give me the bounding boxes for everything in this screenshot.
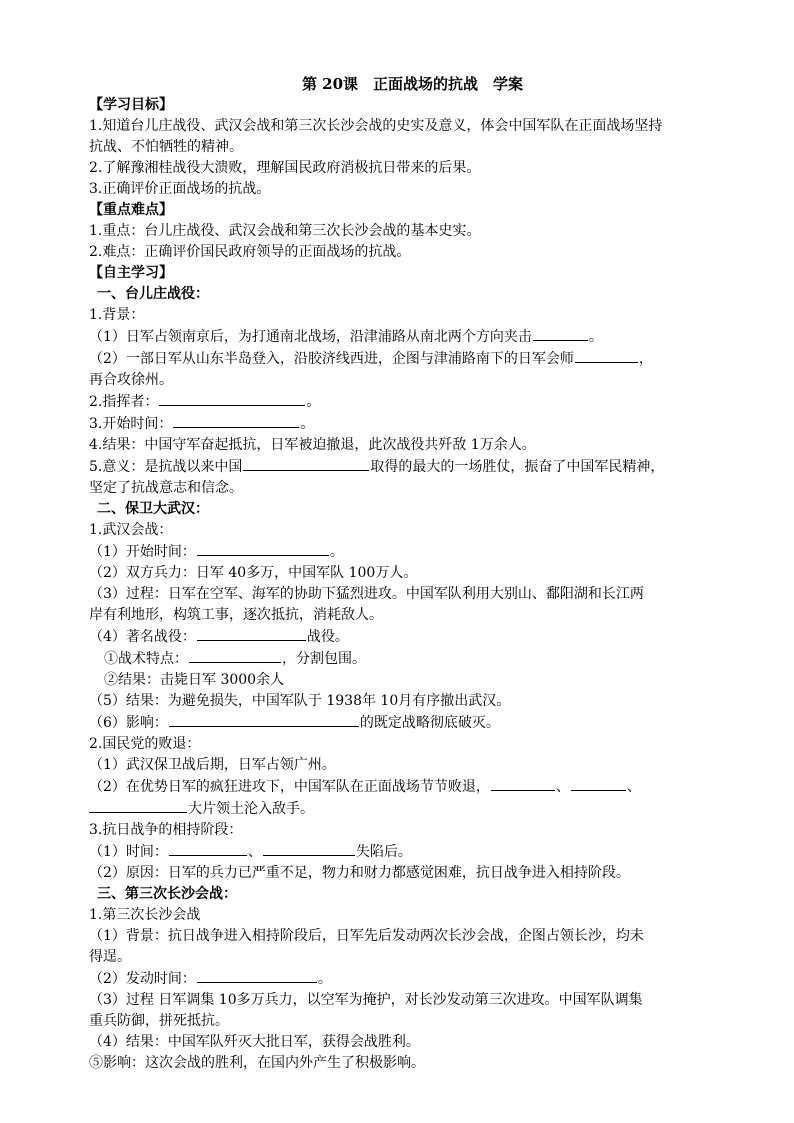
blank-japan-strategy[interactable]	[169, 712, 359, 727]
part1-commander-line	[89, 391, 734, 413]
part3-cs3b: 重兵防御，拼死抵抗。	[89, 1013, 229, 1029]
part2-kmt2b-end: 大片领土沦入敌手。	[188, 801, 314, 817]
part2-wh2: （2）双方兵力：日军 40多万，中国军队 100万人。	[89, 565, 418, 581]
part2-kmt-label: 2.国民党的败退：	[89, 736, 201, 752]
blank-fallen-city-2[interactable]	[263, 841, 355, 856]
part2-wh4a-text: ①战术特点：	[104, 651, 188, 667]
part3-cs2-text: （2）发动时间：	[89, 971, 196, 987]
part1-heading: 一、台儿庄战役：	[97, 286, 209, 302]
blank-lost-region-3[interactable]	[89, 798, 187, 813]
part2-wh4-text: （4）著名战役：	[89, 629, 196, 645]
part1-commander-end: 。	[306, 394, 321, 410]
objective-1a: 1.知道台儿庄战役、武汉会战和第三次长沙会战的史实及意义，体会中国军队在正面战场坚持	[89, 118, 663, 134]
blank-attack-target[interactable]	[533, 326, 588, 341]
part2-wh4-line	[89, 626, 734, 648]
part3-cs1a: （1）背景：抗日战争进入相持阶段后，日军先后发动两次长沙会战，企图占领长沙，均未	[89, 928, 644, 944]
blank-rendezvous-point[interactable]	[575, 348, 638, 363]
keypoint-1: 1.重点：台儿庄战役、武汉会战和第三次长沙会战的基本史实。	[89, 223, 481, 239]
part2-wh3a: （3）过程：日军在空军、海军的协助下猛烈进攻。中国军队利用大别山、鄱阳湖和长江两	[89, 586, 644, 602]
objectives-heading: 【学习目标】	[89, 97, 173, 113]
objective-3: 3.正确评价正面战场的抗战。	[89, 181, 271, 197]
worksheet-content	[89, 74, 734, 1074]
part2-kmt1: （1）武汉保卫战后期，日军占领广州。	[89, 757, 336, 773]
part2-wh4-end: 战役。	[306, 629, 349, 645]
part1-bg2-line	[89, 348, 734, 370]
part1-commander-label: 2.指挥者：	[89, 394, 159, 410]
part1-bg-label: 1.背景：	[89, 307, 145, 323]
part2-wh1-end: 。	[329, 544, 344, 560]
blank-famous-battle[interactable]	[197, 626, 306, 641]
part2-wh3b: 岸有利地形，构筑工事，逐次抵抗，消耗敌人。	[89, 607, 383, 623]
blank-commander[interactable]	[159, 391, 305, 406]
part2-kmt2-sep2: 、	[626, 779, 641, 795]
keypoint-2: 2.难点：正确评价国民政府领导的正面战场的抗战。	[89, 244, 411, 260]
part3-heading: 三、第三次长沙会战：	[97, 886, 237, 902]
part3-cs4: （4）结果：中国军队歼灭大批日军，获得会战胜利。	[89, 1034, 420, 1050]
part1-start-line	[89, 413, 734, 435]
part1-bg2-end: ，	[638, 351, 653, 367]
part3-cs5: ⑤影响：这次会战的胜利，在国内外产生了积极影响。	[89, 1055, 425, 1071]
part3-cs2-line	[89, 968, 734, 990]
part1-meaning-b: 取得的最大的一场胜仗，振奋了中国军民精神，	[370, 459, 665, 475]
blank-changsha-time[interactable]	[197, 968, 317, 983]
part3-cs-label: 1.第三次长沙会战	[89, 907, 201, 923]
part2-wh6-text: （6）影响：	[89, 715, 168, 731]
part1-start-end: 。	[300, 416, 315, 432]
part2-wh1-line	[89, 541, 734, 563]
part3-cs2-end: 。	[317, 971, 332, 987]
blank-wuhan-start[interactable]	[197, 541, 329, 556]
part2-kmt2-text: （2）在优势日军的疯狂进攻下，中国军队在正面战场节节败退，	[89, 779, 490, 795]
part2-st1-text: （1）时间：	[89, 844, 168, 860]
part3-cs1b: 得逞。	[89, 949, 131, 965]
part2-kmt2b-line	[89, 798, 734, 820]
part2-kmt2-sep1: 、	[555, 779, 570, 795]
part2-st1-line	[89, 841, 734, 863]
part2-heading: 二、保卫大武汉：	[97, 501, 209, 517]
part2-wh6-end: 的既定战略彻底破灭。	[359, 715, 500, 731]
part1-bg1-text: （1）日军占领南京后，为打通南北战场，沿津浦路从南北两个方向夹击	[89, 329, 532, 345]
part1-bg2b: 再合攻徐州。	[89, 372, 173, 388]
part3-cs3a: （3）过程 日军调集 10多万兵力，以空军为掩护，对长沙发动第三次进攻。中国军队调集	[89, 992, 643, 1008]
blank-tactic[interactable]	[189, 648, 281, 663]
part2-wh6-line	[89, 712, 734, 734]
part1-meaning-line	[89, 456, 734, 478]
part2-wh4b: ②结果：击毙日军 3000余人	[104, 672, 285, 688]
part2-wh-label: 1.武汉会战：	[89, 522, 173, 538]
part2-st-label: 3.抗日战争的相持阶段：	[89, 822, 243, 838]
part2-wh4a-line	[89, 648, 734, 670]
part2-wh5: （5）结果：为避免损失，中国军队于 1938年 10月有序撤出武汉。	[89, 693, 511, 709]
part1-meaning-c: 坚定了抗战意志和信念。	[89, 480, 243, 496]
part2-wh4a-end: ，分割包围。	[282, 651, 366, 667]
part2-st2: （2）原因：日军的兵力已严重不足，物力和财力都感觉困难，抗日战争进入相持阶段。	[89, 865, 630, 881]
part1-meaning-a: 5.意义：是抗战以来中国	[89, 459, 243, 475]
part1-start-label: 3.开始时间：	[89, 416, 173, 432]
objective-1b: 抗战、不怕牺牲的精神。	[89, 139, 243, 155]
part1-bg1-line	[89, 326, 734, 348]
objective-2: 2.了解豫湘桂战役大溃败，理解国民政府消极抗日带来的后果。	[89, 160, 481, 176]
part2-kmt2-line	[89, 776, 734, 798]
blank-start-time[interactable]	[173, 413, 299, 428]
blank-fallen-city-1[interactable]	[169, 841, 247, 856]
part1-bg1-end: 。	[588, 329, 603, 345]
part1-result: 4.结果：中国守军奋起抵抗，日军被迫撤退，此次战役共歼敌 1万余人。	[89, 437, 536, 453]
part2-wh1-text: （1）开始时间：	[89, 544, 196, 560]
keypoints-heading: 【重点难点】	[89, 202, 173, 218]
self-study-heading: 【自主学习】	[89, 265, 173, 281]
part2-st1-end: 失陷后。	[355, 844, 412, 860]
blank-lost-region-2[interactable]	[571, 776, 626, 791]
blank-lost-region-1[interactable]	[491, 776, 555, 791]
part1-bg2-text: （2）一部日军从山东半岛登入，沿胶济线西进，企图与津浦路南下的日军会师	[89, 351, 574, 367]
part2-st1-sep: 、	[247, 844, 262, 860]
blank-battlefield[interactable]	[243, 456, 369, 471]
page-title: 第 20课 正面战场的抗战 学案	[301, 75, 524, 93]
